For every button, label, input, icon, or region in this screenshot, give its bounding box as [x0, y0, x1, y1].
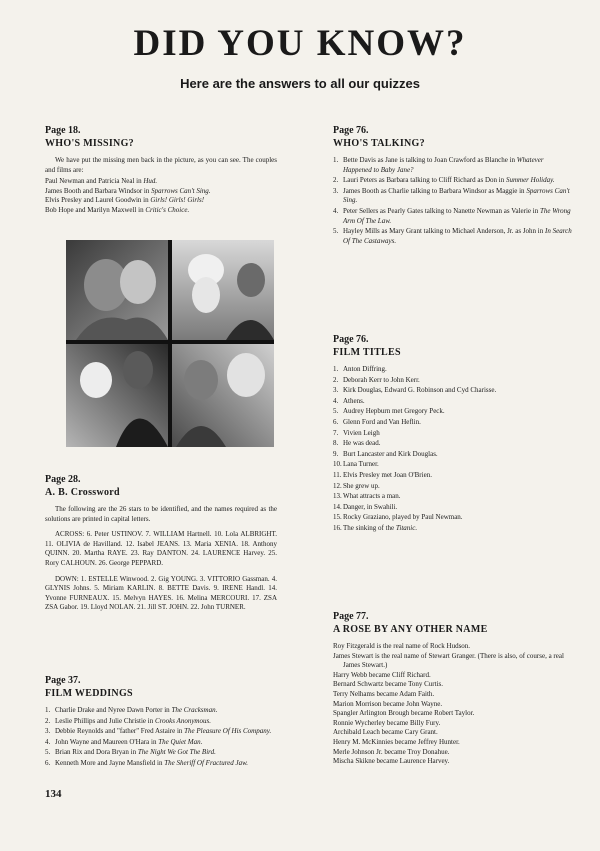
list-item [45, 706, 277, 716]
item-text: Hayley Mills as Mary Grant talking to Michael Anderson, Jr. as John in [343, 227, 545, 236]
list-item [333, 156, 573, 175]
list-item [45, 206, 277, 216]
item-text: Burt Lancaster and Kirk Douglas. [343, 449, 438, 458]
item-text: James Booth as Charlie talking to Barbara Windsor as Maggie in [343, 186, 527, 195]
item-number: 10. [333, 460, 342, 469]
item-number: 5. [333, 227, 339, 236]
section-whos-missing [45, 125, 277, 216]
film-title: The Night We Got The Bird. [137, 748, 216, 757]
list-item [333, 407, 573, 417]
section-page-ref: Page 37. [45, 675, 81, 686]
section-page-ref: Page 77. [333, 611, 369, 622]
list-item: Terry Nelhams became Adam Faith. [333, 689, 435, 698]
list-item: Bernard Schwartz became Tony Curtis. [333, 680, 443, 689]
item-text: The sinking of the [343, 523, 396, 532]
item-text: Debbie Reynolds and "father" Fred Astaire in [55, 727, 185, 736]
crossword-across: ACROSS: 6. Peter USTINOV. 7. WILLIAM Hartnell. 10. Lola ALBRIGHT. 11. OLIVIA de Havilland. 12. Isabel JEANS. 13. Maria XENIA. 18. Anthony QUINN. 20. Martha RAYE. 23. Ray DANTON. 24. LAURENCE Harvey. 25. Rory CALHOUN. 26. George PEPPARD. [45, 530, 277, 567]
film-title: The Wrong Arm Of The Law. [343, 206, 571, 225]
page-title: DID YOU KNOW? [133, 23, 467, 64]
item-number: 2. [45, 716, 51, 725]
list-item [333, 187, 573, 206]
film-title: Sparrows Can't Sing. [343, 186, 570, 205]
film-title: Crooks Anonymous. [154, 716, 211, 725]
section-page-ref: Page 76. [333, 334, 369, 345]
list-item: Harry Webb became Cliff Richard. [333, 670, 431, 679]
list-item [45, 738, 277, 748]
item-text: Paul Newman and Patricia Neal in [45, 177, 144, 186]
item-number: 4. [45, 737, 51, 746]
item-text: Vivien Leigh [343, 428, 380, 437]
item-text: Athens. [343, 396, 365, 405]
section-intro: We have put the missing men back in the picture, as you can see. The couples and films are: [45, 156, 277, 174]
section-heading: A ROSE BY ANY OTHER NAME [333, 624, 488, 635]
list-item [45, 759, 277, 769]
item-number: 5. [333, 407, 339, 416]
film-title: The Pleasure Of His Company. [184, 727, 272, 736]
real-names-list [333, 642, 573, 767]
item-number: 3. [333, 186, 339, 195]
item-text: Kenneth More and Jayne Mansfield in [55, 758, 165, 767]
item-number: 8. [333, 439, 339, 448]
film-title: Whatever Happened to Baby Jane? [343, 156, 544, 174]
film-title: The Sheriff Of Fractured Jaw. [164, 758, 249, 767]
list-item [45, 748, 277, 758]
page-subtitle: Here are the answers to all our quizzes [180, 76, 420, 91]
list-item: James Stewart is the real name of Stewart Granger. (There is also, of course, a real James Stewart.) [333, 651, 564, 670]
item-text: Kirk Douglas, Edward G. Robinson and Cyd Charisse. [343, 386, 497, 395]
item-number: 5. [45, 748, 51, 757]
list-item [333, 429, 573, 439]
item-number: 1. [45, 706, 51, 714]
item-text: Audrey Hepburn met Gregory Peck. [343, 407, 445, 416]
talking-list [333, 156, 573, 246]
section-heading: A. B. Crossword [45, 487, 120, 498]
section-page-ref: Page 76. [333, 125, 369, 136]
item-text: What attracts a man. [343, 492, 401, 501]
list-item [333, 227, 573, 246]
section-heading: FILM WEDDINGS [45, 688, 133, 699]
list-item: Roy Fitzgerald is the real name of Rock Hudson. [333, 642, 471, 650]
list-item [333, 207, 573, 226]
film-title: Girls! Girls! Girls! [150, 196, 205, 205]
item-text: Brian Rix and Dora Bryan in [55, 748, 138, 757]
section-heading: WHO'S TALKING? [333, 138, 425, 149]
photo-girls-girls-girls [66, 344, 168, 447]
item-number: 12. [333, 481, 342, 490]
page-number: 134 [45, 788, 62, 800]
list-item [333, 503, 573, 513]
photo-sparrows [172, 240, 274, 340]
item-text: She grew up. [343, 481, 380, 490]
item-number: 6. [45, 758, 51, 767]
item-number: 7. [333, 428, 339, 437]
item-text: Leslie Phillips and Julie Christie in [55, 716, 155, 725]
item-text: Elvis Presley met Joan O'Brien. [343, 470, 432, 479]
photo-critics-choice [172, 344, 274, 447]
list-item: Ronnie Wycherley became Billy Fury. [333, 718, 441, 727]
item-text: Anton Diffring. [343, 365, 387, 373]
crossword-down: DOWN: 1. ESTELLE Winwood. 2. Gig YOUNG. 3. VITTORIO Gassman. 4. GLYNIS Johns. 5. Miriam KARLIN. 8. BETTE Davis. 9. IRENE Handl. 14. Yvonne FURNEAUX. 15. Melvyn HAYES. 16. Melina MERCOURI. 17. ZSA ZSA Gabor. 19. Lloyd NOLAN. 21. Jill ST. JOHN. 22. John TURNER. [45, 574, 277, 612]
list-item [333, 513, 573, 523]
item-number: 4. [333, 396, 339, 405]
item-number: 1. [333, 156, 339, 164]
weddings-list [45, 706, 277, 769]
list-item [333, 450, 573, 460]
section-film-weddings [45, 675, 277, 770]
section-whos-talking [333, 125, 573, 247]
film-title: In Search Of The Castaways. [343, 227, 572, 245]
item-number: 1. [333, 365, 339, 373]
item-text: Charlie Drake and Nyree Dawn Porter in [55, 706, 172, 714]
film-title: Critic's Choice. [145, 205, 190, 214]
list-item [45, 187, 277, 197]
list-item [333, 471, 573, 481]
list-item [333, 365, 573, 375]
item-number: 13. [333, 492, 342, 501]
list-item [45, 196, 277, 206]
film-title: Summer Holiday. [505, 176, 555, 185]
list-item [45, 717, 277, 727]
list-item [333, 376, 573, 386]
section-film-titles [333, 334, 573, 535]
section-intro: The following are the 26 stars to be identified, and the names required as the solutions are printed in capital letters. [45, 505, 277, 523]
item-text: Bob Hope and Marilyn Maxwell in [45, 205, 146, 214]
item-number: 15. [333, 513, 342, 522]
list-item [333, 492, 573, 502]
list-item: Archibald Leach became Cary Grant. [333, 728, 438, 737]
item-number: 11. [333, 470, 342, 479]
item-text: Lauri Peters as Barbara talking to Cliff Richard as Don in [343, 176, 506, 185]
item-number: 16. [333, 523, 342, 532]
item-text: Lana Turner. [343, 460, 379, 469]
item-number: 9. [333, 449, 339, 458]
item-text: Rocky Graziano, played by Paul Newman. [343, 513, 463, 522]
item-text: Bette Davis as Jane is talking to Joan Crawford as Blanche in [343, 156, 517, 164]
film-title: Titanic. [395, 523, 418, 532]
item-number: 3. [45, 727, 51, 736]
list-item: Marion Morrison became John Wayne. [333, 699, 443, 708]
item-text: Glenn Ford and Van Heflin. [343, 417, 421, 426]
photo-hud [66, 240, 168, 340]
item-text: Deborah Kerr to John Kerr. [343, 375, 420, 384]
list-item [45, 177, 277, 187]
list-item [333, 524, 573, 534]
item-text: Peter Sellers as Pearly Gates talking to Nanette Newman as Valerie in [343, 206, 540, 215]
list-item [333, 418, 573, 428]
list-item: Merle Johnson Jr. became Troy Donahue. [333, 747, 450, 756]
list-item: Henry M. McKinnies became Jeffrey Hunter. [333, 737, 460, 746]
list-item [333, 460, 573, 470]
item-number: 4. [333, 206, 339, 215]
couples-list [45, 177, 277, 215]
list-item [333, 397, 573, 407]
section-page-ref: Page 28. [45, 474, 81, 485]
section-page-ref: Page 18. [45, 125, 81, 136]
item-number: 14. [333, 502, 342, 511]
film-title: The Cracksman. [171, 706, 218, 714]
section-crossword [45, 474, 277, 613]
list-item: Spangler Arlington Brough became Robert Taylor. [333, 709, 475, 718]
list-item [333, 386, 573, 396]
item-text: John Wayne and Maureen O'Hara in [55, 737, 159, 746]
titles-list [333, 365, 573, 534]
list-item [333, 176, 573, 186]
item-text: James Booth and Barbara Windsor in [45, 186, 152, 195]
item-number: 3. [333, 386, 339, 395]
list-item: Mischa Skikne became Laurence Harvey. [333, 757, 450, 766]
list-item [45, 727, 277, 737]
list-item [333, 439, 573, 449]
photo-grid [66, 240, 274, 447]
film-title: Sparrows Can't Sing. [151, 186, 211, 195]
item-number: 6. [333, 417, 339, 426]
section-rose [333, 611, 573, 767]
film-title: The Quiet Man. [158, 737, 203, 746]
list-item [333, 482, 573, 492]
item-text: He was dead. [343, 439, 381, 448]
item-text: Danger, in Swahili. [343, 502, 398, 511]
section-heading: WHO'S MISSING? [45, 138, 134, 149]
section-heading: FILM TITLES [333, 347, 401, 358]
item-text: Elvis Presley and Laurel Goodwin in [45, 196, 151, 205]
item-number: 2. [333, 176, 339, 185]
item-number: 2. [333, 375, 339, 384]
film-title: Hud. [143, 177, 158, 186]
